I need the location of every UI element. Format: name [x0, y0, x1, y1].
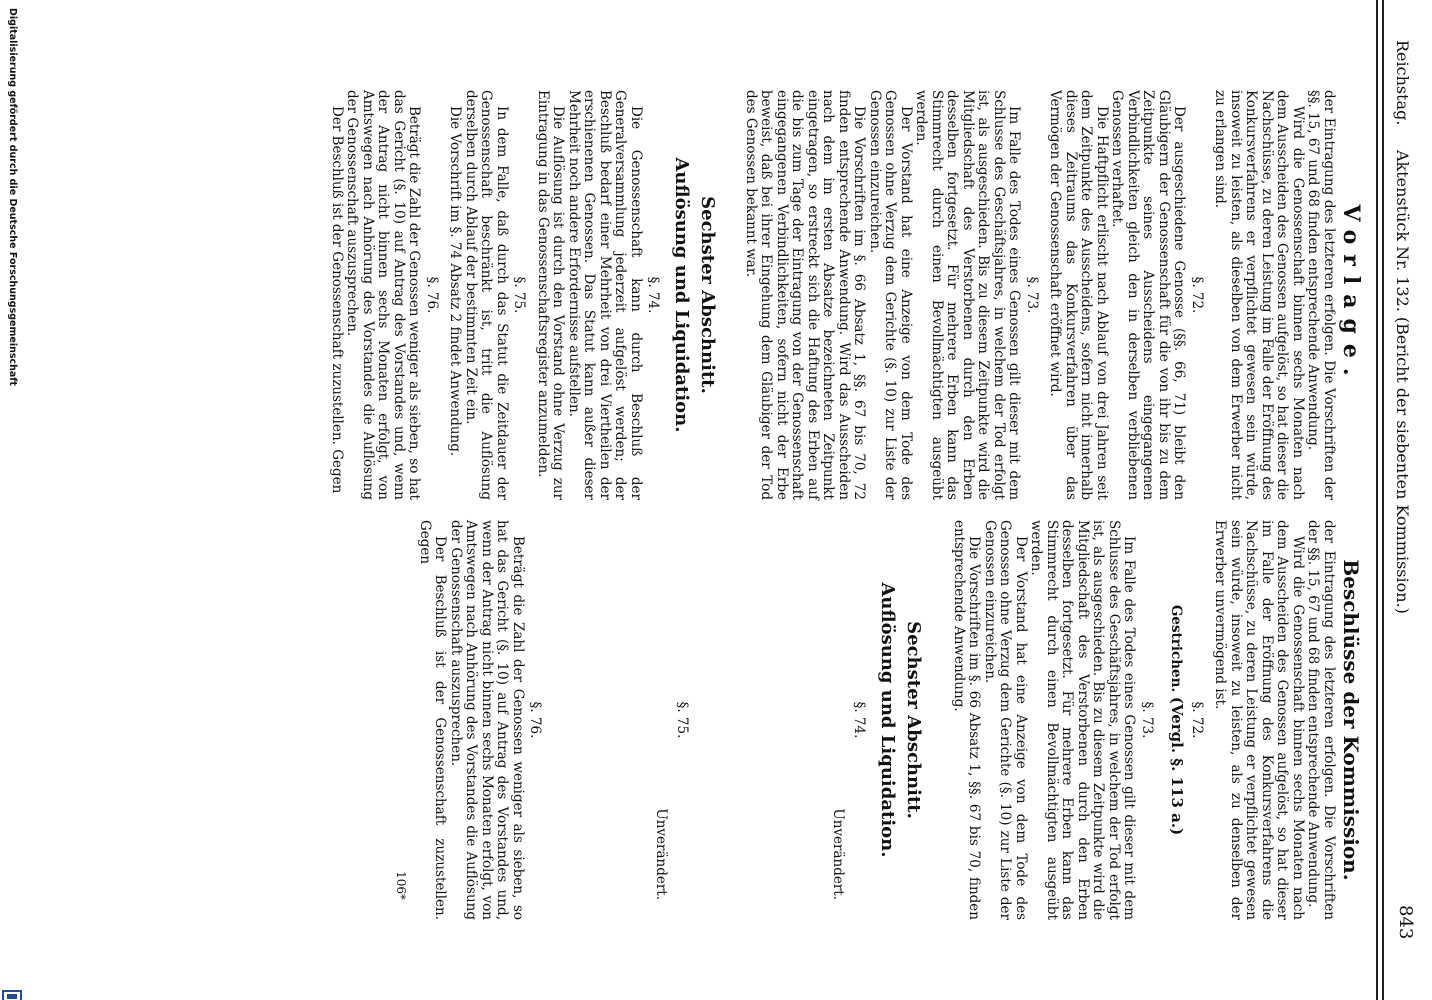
- section-number: §. 76.: [424, 276, 440, 314]
- paragraph: Wird die Genossenschaft binnen sechs Monaten nach dem Ausscheiden des Genossen aufgelöst, so hat dieser im Falle der Eröffnung des Konkursverfahrens die Nachschüsse, zu deren Leistung er verpflichtet gewesen sein würde, insoweit zu leisten, als zu denselben der Erwerber unvermögend ist.: [1212, 520, 1306, 920]
- paragraph: Beträgt die Zahl der Genossen weniger als sieben, so hat das Gericht (§. 10) auf Antrag des Vorstandes und, wenn der Antrag nicht binnen sechs Monaten erfolgt, von Amtswegen nach Anhörung des Vorstandes die Auflösung der Genossenschaft auszusprechen.: [344, 90, 423, 500]
- chapter-subheading: Auflösung und Liquidation.: [671, 157, 693, 433]
- section-number: §. 75.: [511, 276, 528, 314]
- paragraph: Im Falle des Todes eines Genossen gilt dieser mit dem Schlusse des Geschäftsjahres, in welchem der Tod erfolgt ist, als ausgeschieden. Bis zu diesem Zeitpunkte wird die Mitgliedschaft des Verstorbenen durch den Erben desselben fortgesetzt. Für mehrere Erben kann das Stimmrecht durch einen Bevollmächtigten ausgeübt werden.: [913, 90, 1023, 500]
- deleted-label: Gestrichen.: [1168, 604, 1185, 693]
- chapter-subheading: Auflösung und Liquidation.: [877, 582, 899, 858]
- section-number: §. 73.: [1139, 701, 1155, 739]
- section-number: §. 75.: [674, 701, 691, 739]
- header-left: Reichstag.: [1393, 40, 1412, 126]
- column-beschluesse: [393, 520, 1366, 920]
- section-number: §. 76.: [527, 701, 544, 739]
- paragraph: Der Vorstand hat eine Anzeige von dem Tode des Genossen ohne Verzug dem Gerichte (§. 10) zur Liste der Genossen einzureichen.: [867, 90, 914, 500]
- header-rule: [1382, 0, 1384, 1000]
- section-number: §. 74.: [851, 701, 868, 739]
- chapter-heading: Sechster Abschnitt.: [903, 621, 925, 819]
- paragraph: der Eintragung des letzteren erfolgen. Die Vorschriften der §§. 15, 67 und 68 finden entsprechende Anwendung.: [1305, 90, 1337, 500]
- digitization-footer: [0, 0, 26, 1000]
- paragraph: Der Vorstand hat eine Anzeige von dem Tode des Genossen ohne Verzug dem Gerichte (§. 10) zur Liste der Genossen einzureichen.: [982, 520, 1029, 920]
- dfg-logo-icon: [4, 992, 20, 1000]
- section-number: §. 72.: [1189, 276, 1205, 314]
- unchanged-note: Unverändert.: [830, 808, 846, 900]
- paragraph: Die Haftpflicht erlischt nach Ablauf von drei Jahren seit dem Zeitpunkte des Ausscheidens, sofern nicht innerhalb dieses Zeitraums das Konkursverfahren über das Vermögen der Genossenschaft eröffnet wird.: [1047, 90, 1110, 500]
- deleted-reference: (Vergl. §. 113 a.): [1168, 696, 1187, 836]
- signature-mark: 106*: [394, 871, 409, 900]
- paragraph: Der Beschluß ist der Genossenschaft zuzustellen. Gegen: [329, 106, 345, 494]
- paragraph: Der ausgeschiedene Genosse (§§. 66, 71) bleibt den Gläubigern der Genossenschaft für die von ihr bis zu dem Zeitpunkte seines Ausscheidens eingegangenen Verbindlichkeiten gleich den in derselben verbliebenen Genossen verhaftet.: [1109, 90, 1188, 500]
- paragraph: Im Falle des Todes eines Genossen gilt dieser mit dem Schlusse des Geschäftsjahres, in welchem der Tod erfolgt ist, als ausgeschieden. Bis zu diesem Zeitpunkte wird die Mitgliedschaft des Verstorbenen durch den Erben desselben fortgesetzt. Für mehrere Erben kann das Stimmrecht durch einen Bevollmächtigten ausgeübt werden.: [1028, 520, 1138, 920]
- page-header: [1384, 0, 1418, 1000]
- unchanged-note: Unverändert.: [653, 808, 669, 900]
- section-number: §. 72.: [1189, 701, 1205, 739]
- paragraph: Die Auflösung ist durch den Vorstand ohne Verzug zur Eintragung in das Genossenschaftsregister anzumelden.: [535, 90, 567, 500]
- column-vorlage: [329, 90, 1367, 500]
- paragraph: Die Vorschrift im §. 74 Absatz 2 findet Anwendung.: [447, 106, 464, 457]
- section-number: §. 73.: [1024, 276, 1040, 314]
- paragraph: Die Genossenschaft kann durch Beschluß der Generalversammlung jederzeit aufgelöst werden; der Beschluß bedarf einer Mehrheit von drei Viertheilen der erschienenen Genossen. Das Statut kann außer dieser Mehrheit noch andere Erfordernisse aufstellen.: [566, 90, 644, 500]
- page-number: 843: [1395, 905, 1416, 940]
- section-number: §. 74.: [645, 276, 662, 314]
- chapter-heading: Sechster Abschnitt.: [697, 196, 719, 394]
- paragraph: In dem Falle, daß durch das Statut die Zeitdauer der Genossenschaft beschränkt ist, tritt die Auflösung derselben durch Ablauf der bestimmten Zeit ein.: [463, 90, 510, 500]
- paragraph: der Eintragung des letzteren erfolgen. Die Vorschriften der §§. 15, 67 und 68 finden entsprechende Anwendung.: [1305, 520, 1337, 920]
- column-title: Beschlüsse der Kommission.: [1339, 559, 1363, 881]
- header-rule-2: [1376, 0, 1378, 1000]
- paragraph: Die Vorschriften im §. 66 Absatz 1, §§. 67 bis 70, finden entsprechende Anwendung.: [951, 520, 983, 920]
- paragraph: Die Vorschriften im §. 66 Absatz 1, §§. 67 bis 70, 72 finden entsprechende Anwendung. Wird das Ausscheiden nach dem im ersten Absatze bezeichneten Zeitpunkt eingetragen, so erstreckt sich die Haftung des Erben auf die bis zum Tage der Eintragung von der Genossenschaft eingegangenen Verbindlichkeiten, sofern nicht der Erbe beweist, daß bei ihrer Eingehung dem Gläubiger der Tod des Genossen bekannt war.: [743, 90, 868, 500]
- footer-text: Digitalisierung gefördert durch die Deutsche Forschungsgemeinschaft: [7, 8, 18, 386]
- paragraph: Der Beschluß ist der Genossenschaft zuzustellen. Gegen: [417, 520, 449, 920]
- column-title: Vorlage.: [1338, 204, 1364, 386]
- dfg-logo: [2, 990, 22, 1000]
- paragraph: Beträgt die Zahl der Genossen weniger als sieben, so hat das Gericht (§. 10) auf Antrag des Vorstandes und, wenn der Antrag nicht binnen sechs Monaten erfolgt, von Amtswegen nach Anhörung des Vorstandes die Auflösung der Genossenschaft auszusprechen.: [448, 520, 526, 920]
- header-center: Aktenstück Nr. 132. (Bericht der siebenten Kommission.): [1393, 150, 1412, 614]
- paragraph: Wird die Genossenschaft binnen sechs Monaten nach dem Ausscheiden des Genossen aufgelöst, so hat dieser die Nachschüsse, zu deren Leistung im Falle der Eröffnung des Konkursverfahrens er verpflichtet gewesen sein würde, insoweit zu leisten, als dieselben von dem Erwerber nicht zu erlangen sind.: [1212, 90, 1306, 500]
- deleted-note: [1168, 520, 1185, 920]
